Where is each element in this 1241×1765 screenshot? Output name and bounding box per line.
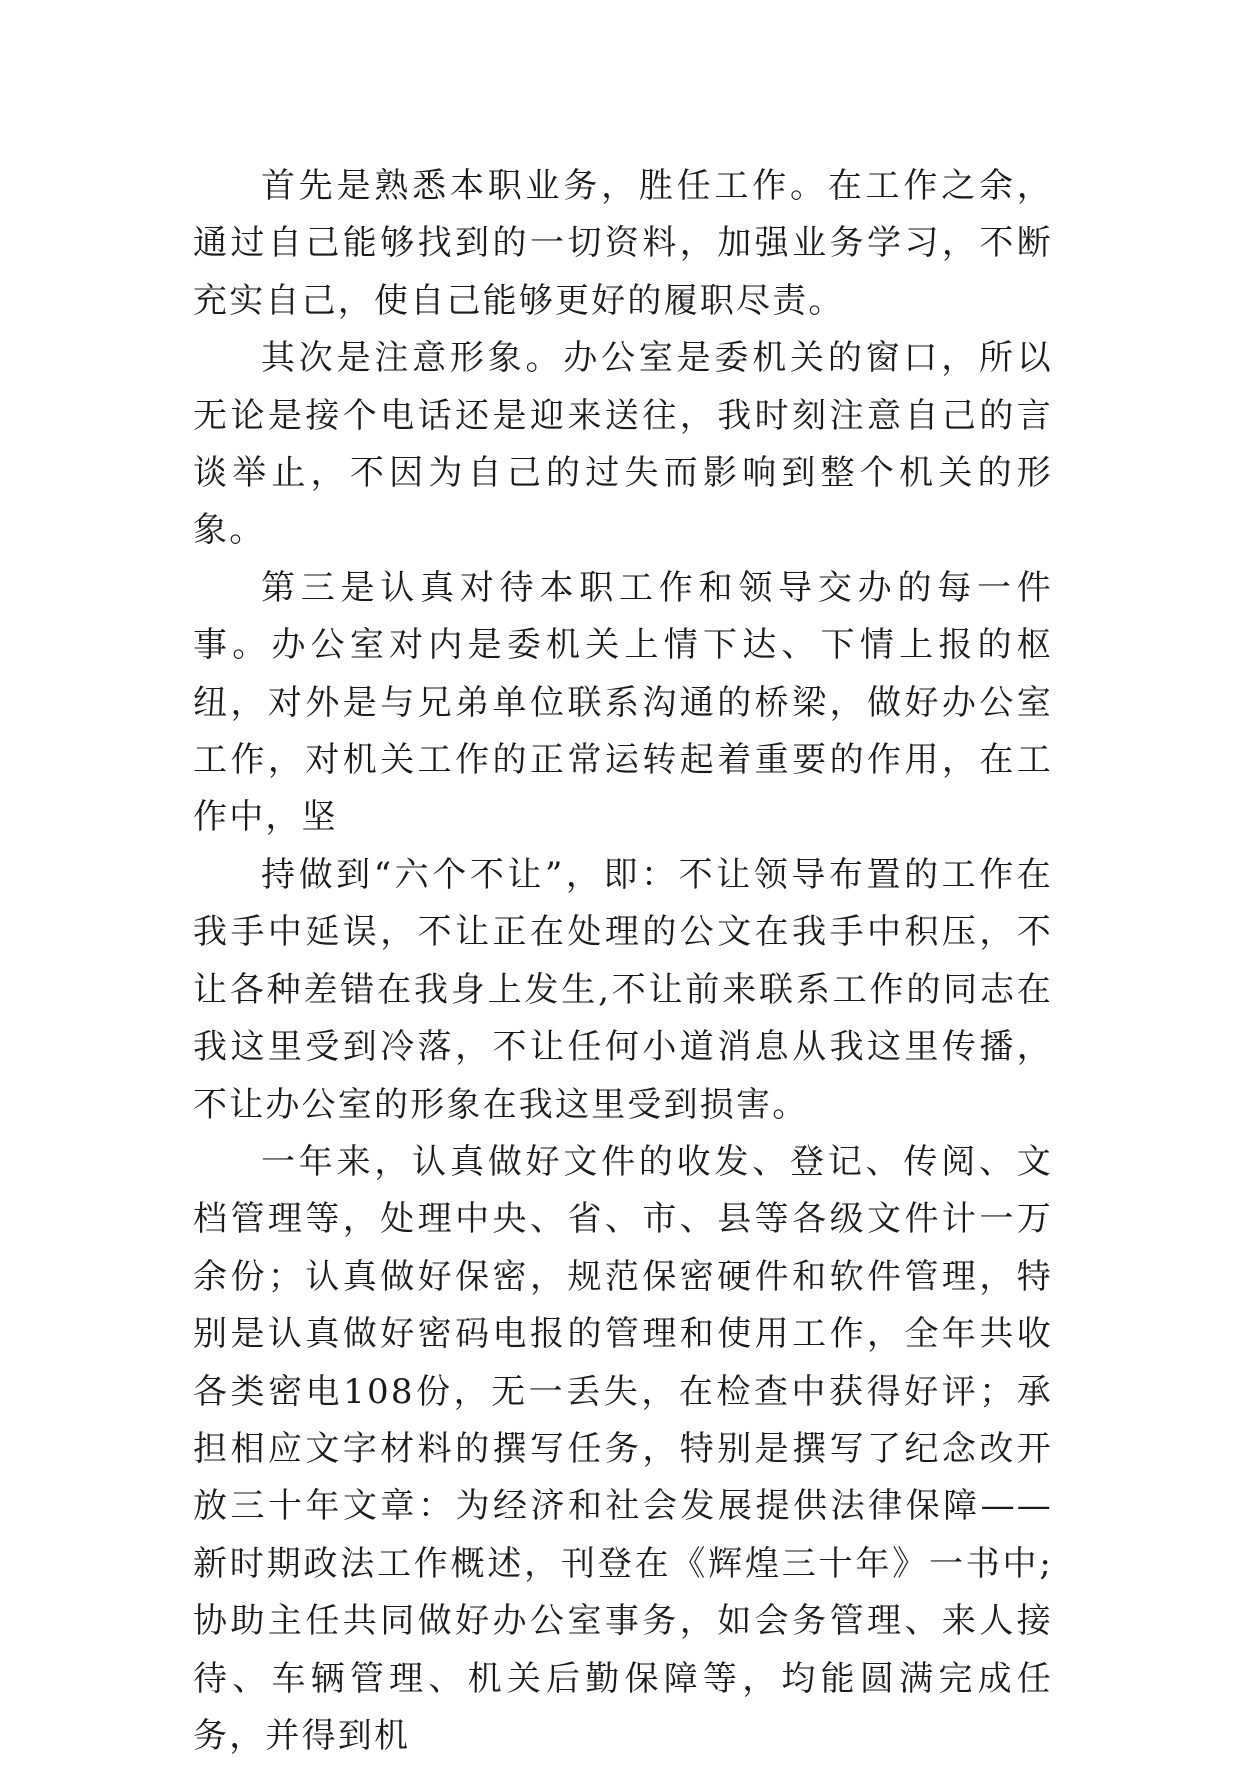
paragraph: 首先是熟悉本职业务，胜任工作。在工作之余，通过自己能够找到的一切资料，加强业务学习，不断充实自己，使自己能够更好的履职尽责。 xyxy=(193,166,1053,321)
paragraph: 一年来，认真做好文件的收发、登记、传阅、文档管理等，处理中央、省、市、县等各级文件计一万余份；认真做好保密，规范保密硬件和软件管理，特别是认真做好密码电报的管理和使用工作，全年共收各类密电108份，无一丢失，在检查中获得好评；承担相应文字材料的撰写任务，特别是撰写了纪念改开放三十年文章：为经济和社会发展提供法律保障——新时期政法工作概述，刊登在《辉煌三十年》一书中; 协助主任共同做好办公室事务，如会务管理、来人接待、车辆管理、机关后勤保障等，均能圆满完成任务，并得到机 xyxy=(193,1141,1053,1756)
paragraph: 其次是注意形象。办公室是委机关的窗口，所以无论是接个电话还是迎来送往，我时刻注意自己的言谈举止，不因为自己的过失而影响到整个机关的形象。 xyxy=(193,338,1053,551)
paragraph: 持做到“六个不让”，即：不让领导布置的工作在我手中延误，不让正在处理的公文在我手中积压，不让各种差错在我身上发生,不让前来联系工作的同志在我这里受到冷落，不让任何小道消息从我这里传播，不让办公室的形象在我这里受到损害。 xyxy=(193,854,1053,1125)
document-body xyxy=(193,158,1053,1765)
paragraph: 第三是认真对待本职工作和领导交办的每一件事。办公室对内是委机关上情下达、下情上报的枢纽，对外是与兄弟单位联系沟通的桥梁，做好办公室工作，对机关工作的正常运转起着重要的作用，在工作中，坚 xyxy=(193,567,1053,838)
